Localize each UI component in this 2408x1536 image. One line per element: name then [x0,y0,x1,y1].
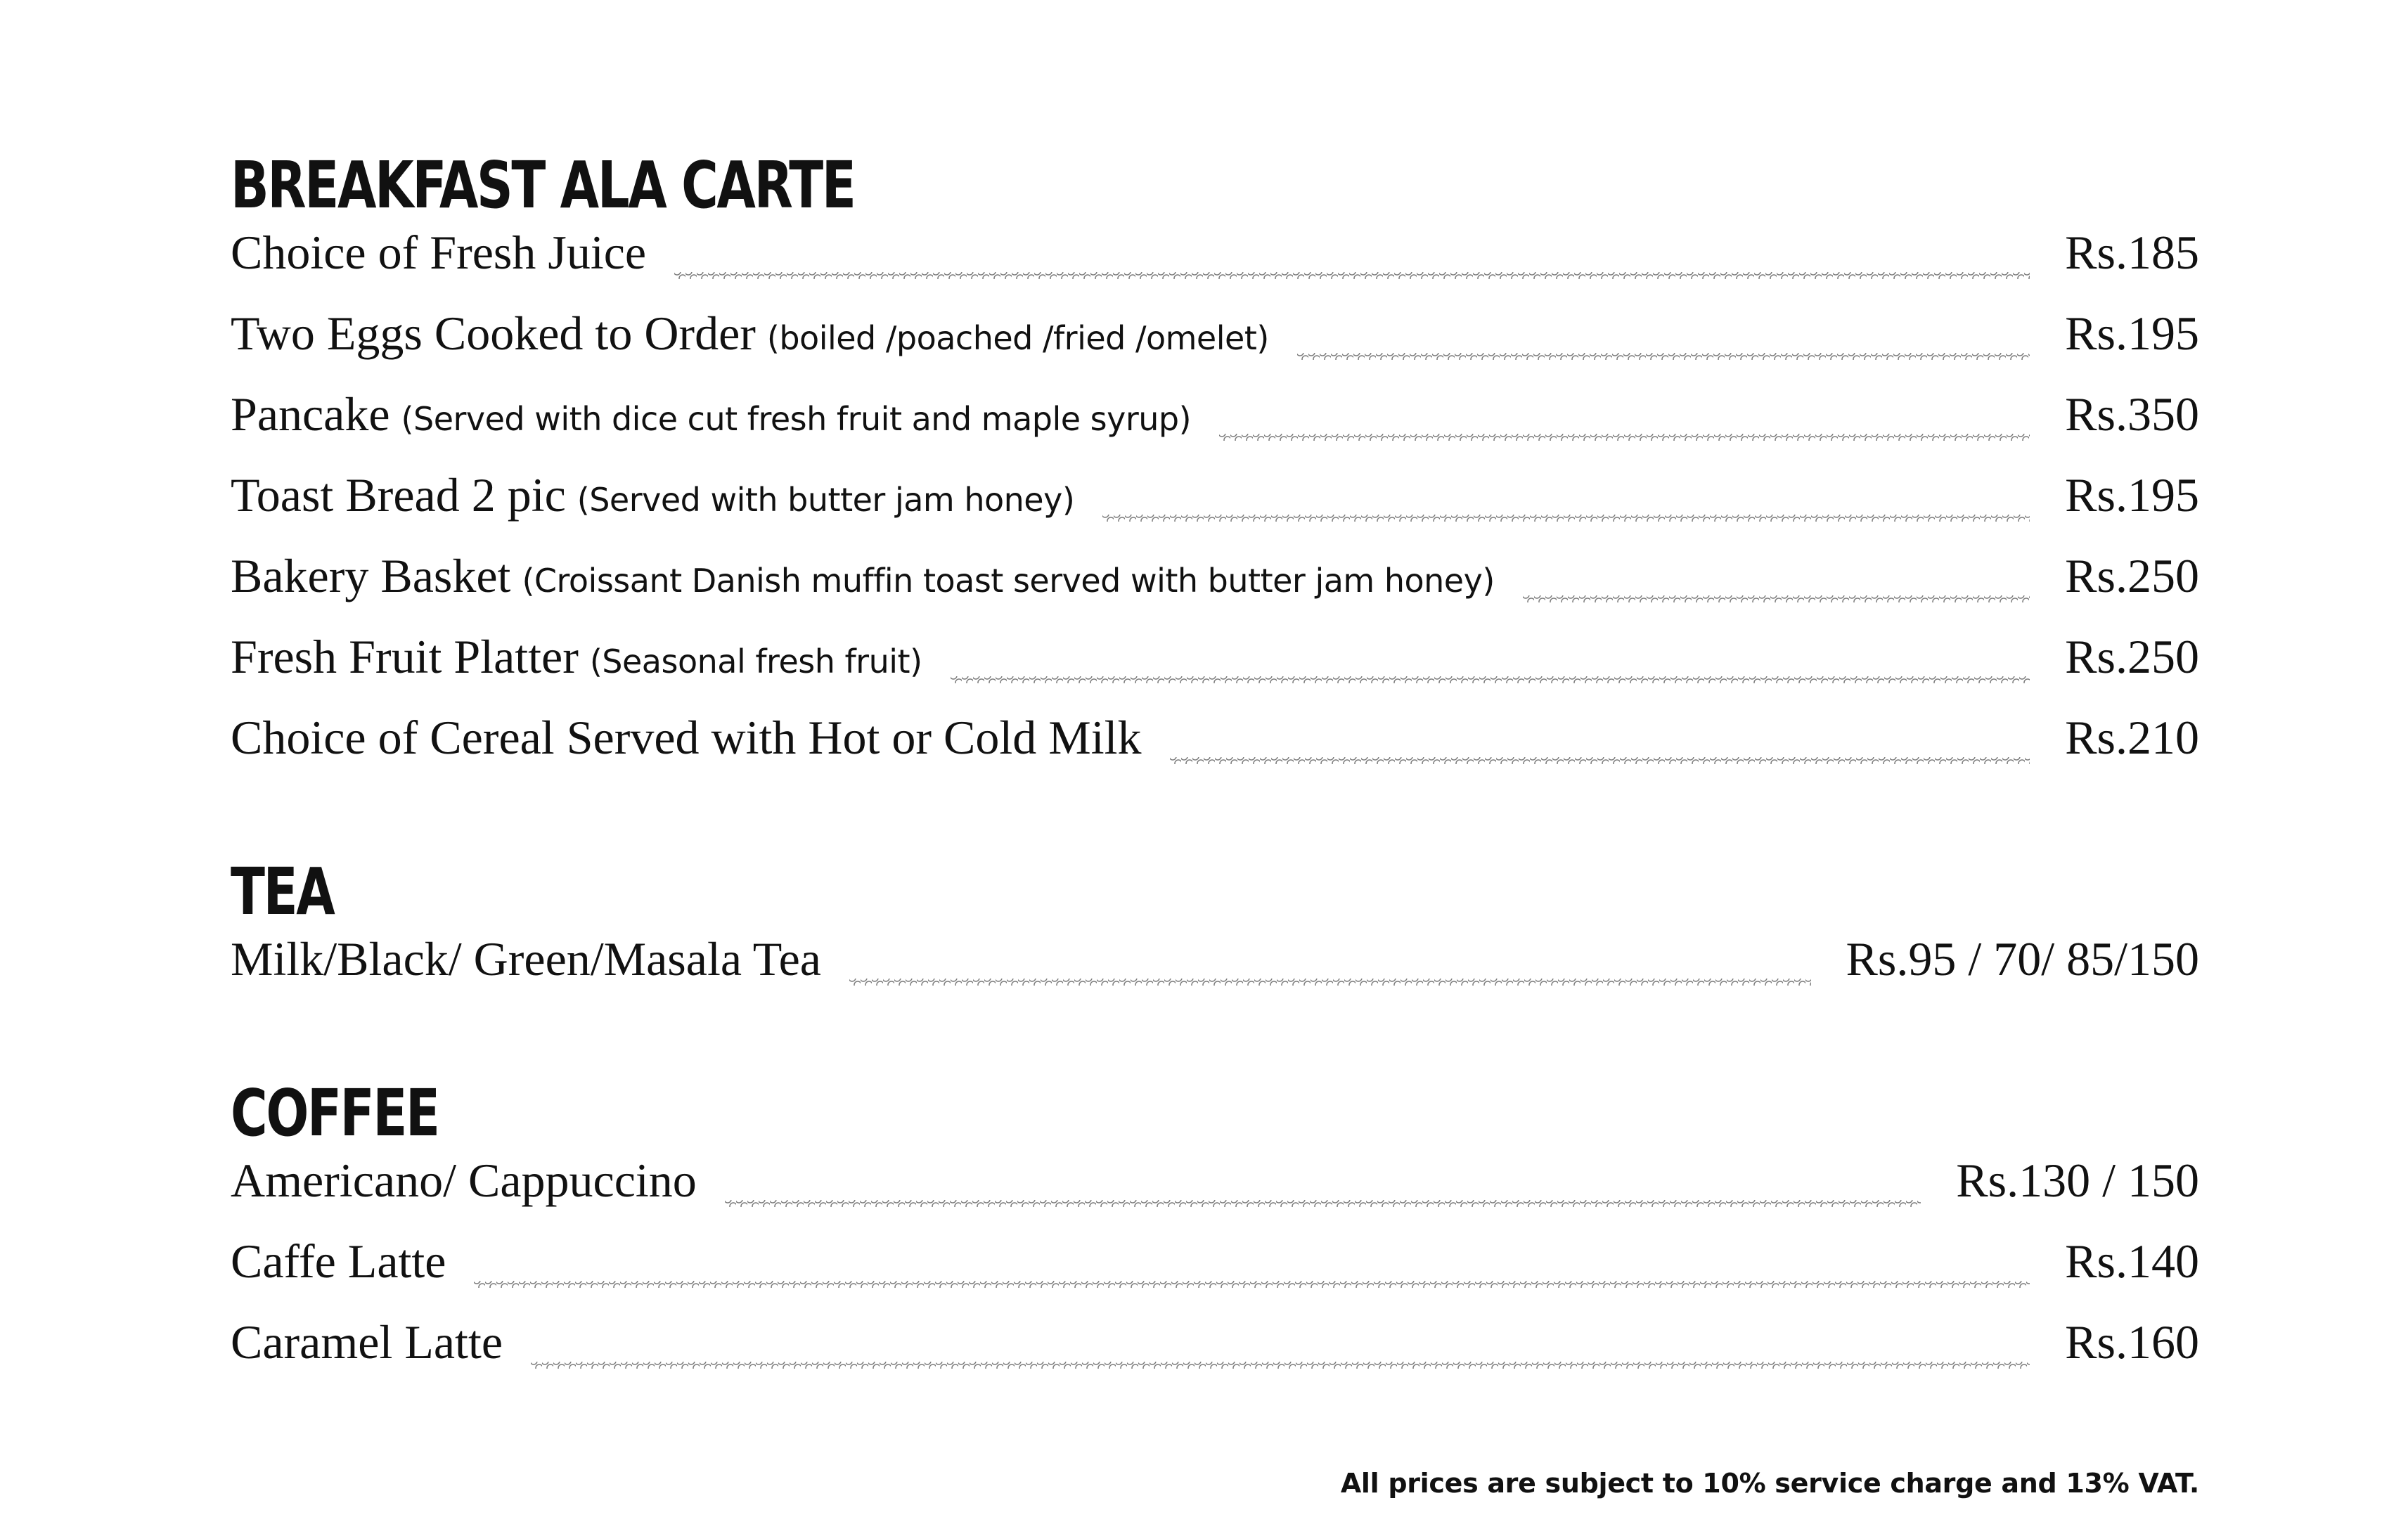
item-name: Toast Bread 2 pic [231,468,566,522]
breakfast-list [231,225,2199,791]
item-name: Pancake [231,387,390,441]
menu-item [231,1315,2199,1395]
menu-item [231,387,2199,467]
dotted-leader [1297,353,2030,361]
item-price: Rs.250 [2065,549,2199,602]
item-name: Choice of Cereal Served with Hot or Cold Milk [231,711,1142,764]
item-description: (Served with dice cut fresh fruit and maple syrup) [401,400,1192,438]
item-name: Milk/Black/ Green/Masala Tea [231,932,821,986]
item-price: Rs.140 [2065,1234,2199,1288]
item-name: Bakery Basket [231,549,511,602]
menu-item [231,306,2199,387]
item-name: Two Eggs Cooked to Order [231,306,756,360]
item-price: Rs.250 [2065,630,2199,683]
dotted-leader [531,1362,2030,1370]
menu-item [231,931,2199,1012]
dotted-leader [1219,434,2030,442]
menu-item [231,629,2199,710]
section-title-coffee: COFFEE [231,1076,439,1151]
item-description: (Seasonal fresh fruit) [589,643,922,680]
dotted-leader [725,1200,1921,1208]
item-price: Rs.130 / 150 [1956,1154,2199,1207]
item-name: Choice of Fresh Juice [231,226,647,279]
menu-item [231,467,2199,548]
item-description: (boiled /poached /fried /omelet) [766,319,1269,357]
item-price: Rs.350 [2065,387,2199,441]
item-description: (Served with butter jam honey) [577,481,1075,519]
menu-item [231,548,2199,629]
menu-item [231,1153,2199,1234]
section-coffee [231,1061,2199,1395]
item-name: Caramel Latte [231,1315,503,1369]
dotted-leader [849,979,1811,987]
item-price: Rs.185 [2065,226,2199,279]
section-title-tea: TEA [231,854,334,929]
item-name: Caffe Latte [231,1234,446,1288]
section-tea [231,840,2199,1012]
menu-page [231,134,2199,1445]
item-price: Rs.195 [2065,306,2199,360]
dotted-leader [1102,515,2030,523]
item-price: Rs.95 / 70/ 85/150 [1846,932,2199,986]
item-price: Rs.160 [2065,1315,2199,1369]
coffee-list [231,1153,2199,1395]
dotted-leader [1523,595,2030,604]
dotted-leader [474,1281,2030,1289]
section-title-breakfast: BREAKFAST ALA CARTE [231,148,855,223]
menu-item [231,1234,2199,1315]
dotted-leader [674,272,2030,280]
item-name: Fresh Fruit Platter [231,630,579,683]
dotted-leader [951,676,2030,685]
item-price: Rs.195 [2065,468,2199,522]
item-price: Rs.210 [2065,711,2199,764]
menu-item [231,225,2199,306]
dotted-leader [1170,757,2030,766]
item-description: (Croissant Danish muffin toast served with butter jam honey) [522,562,1495,600]
item-name: Americano/ Cappuccino [231,1154,697,1207]
menu-item [231,710,2199,791]
section-breakfast [231,134,2199,791]
footer-note: All prices are subject to 10% service charge and 13% VAT. [1340,1468,2199,1499]
tea-list [231,931,2199,1012]
